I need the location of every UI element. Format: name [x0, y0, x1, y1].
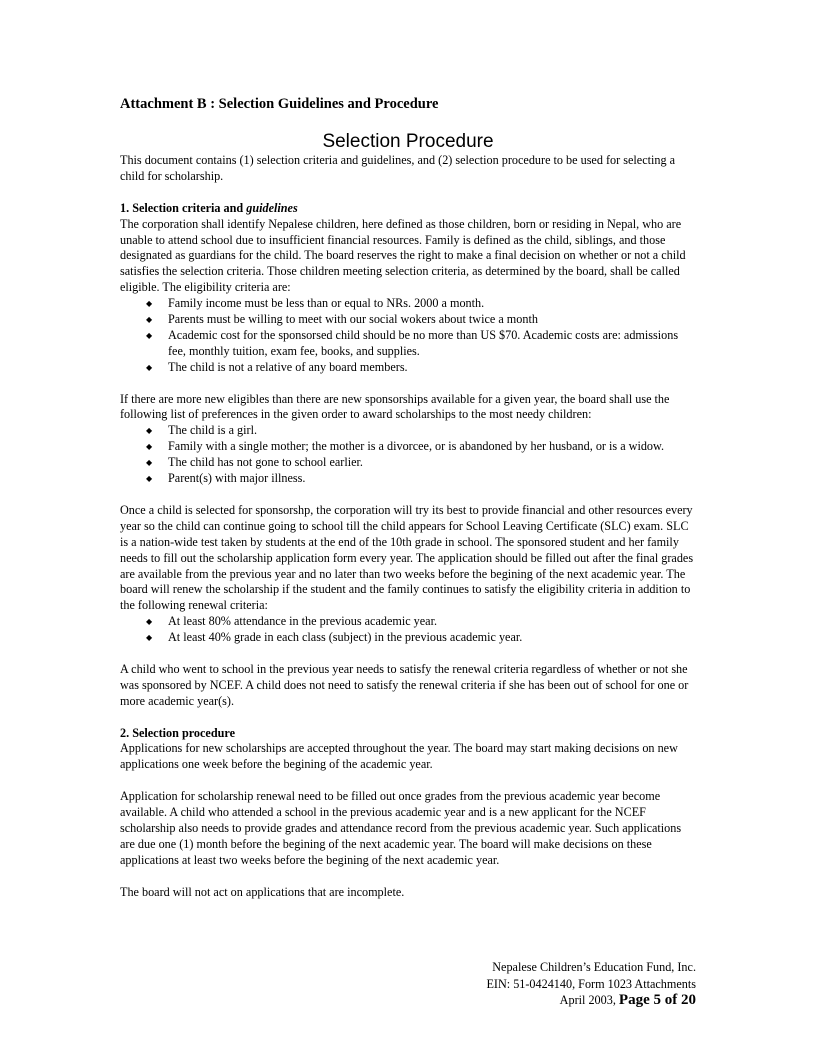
list-item: ◆ Parent(s) with major illness.	[168, 471, 698, 487]
renewal-note: A child who went to school in the previous year needs to satisfy the renewal criteria regardless of whether or not she was sponsored by NCEF. A child does not need to satisfy the renewal criteria if she has been out of school for one or more academic year(s).	[120, 661, 689, 708]
section1-heading	[120, 201, 698, 217]
list-item: ◆ Academic cost for the sponsorsed child should be no more than US $70. Academic costs are: admissions fee, monthly tuition, exam fee, books, and supplies.	[168, 328, 698, 360]
section2-heading: 2. Selection procedure	[120, 725, 235, 740]
footer-date: April 2003,	[559, 993, 619, 1007]
attachment-title: Attachment B : Selection Guidelines and Procedure	[120, 96, 439, 112]
section2-paragraph-3: The board will not act on applications that are incomplete.	[120, 884, 405, 899]
renewal-criteria-list	[120, 614, 698, 646]
section2-paragraph-1: Applications for new scholarships are accepted throughout the year. The board may start making decisions on new applications one week before the begining of the academic year.	[120, 741, 678, 772]
section1-heading-italic: guidelines	[246, 200, 298, 215]
list-item: ◆ The child is a girl.	[168, 423, 698, 439]
footer-org: Nepalese Children’s Education Fund, Inc.	[492, 960, 696, 974]
page-number: Page 5 of 20	[618, 992, 696, 1008]
intro-paragraph: This document contains (1) selection criteria and guidelines, and (2) selection procedure to be used for selecting a child for scholarship.	[120, 153, 676, 183]
preferences-list	[120, 423, 698, 487]
document-title: Selection Procedure	[322, 131, 494, 152]
list-item: ◆ Parents must be willing to meet with our social wokers about twice a month	[168, 312, 698, 328]
list-item: ◆ The child has not gone to school earlier.	[168, 455, 698, 471]
renewal-paragraph: Once a child is selected for sponsorshp, the corporation will try its best to provide financial and other resources every year so the child can continue going to school till the child appears for School Leaving Certificate (SLC) exam. SLC is a nation-wide test taken by students at the end of the 10th grade in school. The sponsored student and her family needs to fill out the scholarship application form every year. The application should be filled out after the final grades are available from the previous year and no later than two weeks before the begining of the next academic year. The board will renew the scholarship if the student and the family continues to satisfy the eligibility criteria in addition to the following renewal criteria:	[120, 502, 694, 613]
section2-paragraph-2: Application for scholarship renewal need to be filled out once grades from the previous academic year become available. A child who attended a school in the previous academic year and is a new applicant for the NCEF scholarship also needs to provide grades and attendance record from the previous academic year. Such applications are due one (1) month before the begining of the next academic year. The board will make decisions on these applications at least two weeks before the begining of the next academic year.	[120, 789, 682, 867]
list-item: ◆ At least 80% attendance in the previous academic year.	[168, 614, 698, 630]
list-item: ◆ Family with a single mother; the mother is a divorcee, or is abandoned by her husband, or is a widow.	[168, 439, 698, 455]
list-item: ◆ At least 40% grade in each class (subject) in the previous academic year.	[168, 630, 698, 646]
list-item: ◆ Family income must be less than or equal to NRs. 2000 a month.	[168, 296, 698, 312]
preferences-intro: If there are more new eligibles than there are new sponsorships available for a given year, the board shall use the following list of preferences in the given order to award scholarships to the most needy children:	[120, 391, 670, 422]
section1-paragraph: The corporation shall identify Nepalese children, here defined as those children, born or residing in Nepal, who are unable to attend school due to insufficient financial resources. Family is defined as the child, siblings, and those designated as guardians for the child. The board reserves the right to make a final decision on whether or not a child satisfies the selection criteria. Those children meeting selection criteria, as determined by the board, shall be called eligible. The eligibility criteria are:	[120, 216, 686, 295]
footer-ein: EIN: 51-0424140, Form 1023 Attachments	[486, 976, 696, 991]
document-body	[120, 153, 698, 900]
section1-number: 1.	[120, 200, 130, 215]
eligibility-list	[120, 296, 698, 376]
section1-heading-text: Selection criteria and	[132, 200, 247, 215]
footer-date-page	[486, 992, 696, 1009]
list-item: ◆ The child is not a relative of any board members.	[168, 360, 698, 376]
page-footer	[486, 959, 696, 1009]
